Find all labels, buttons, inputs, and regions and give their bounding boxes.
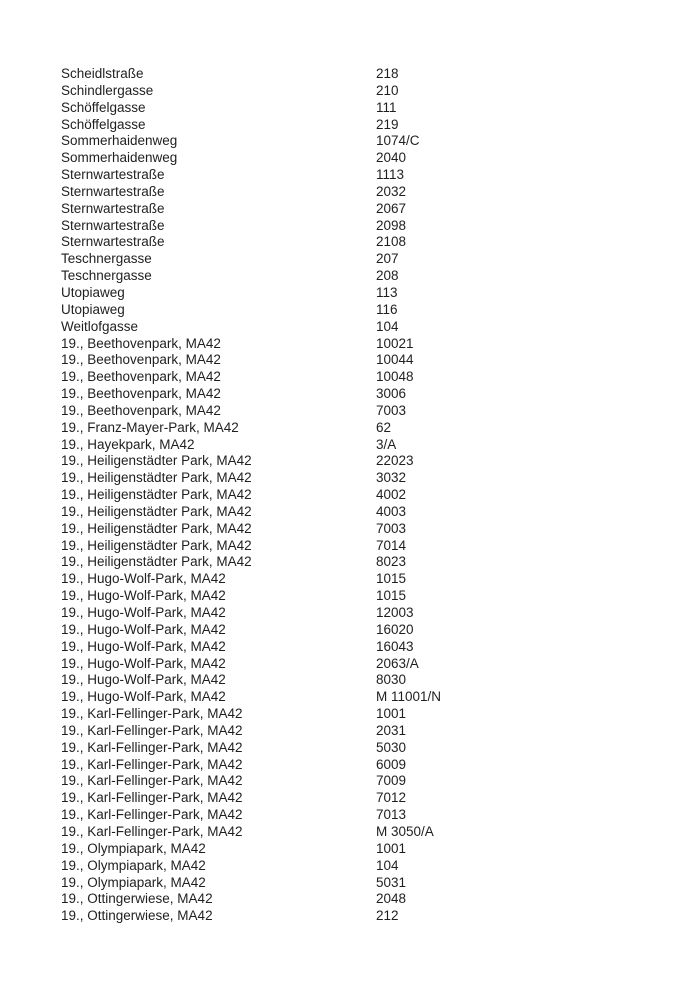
table-row (61, 336, 441, 353)
number-cell: 218 (376, 66, 399, 81)
location-name-cell: 19., Heiligenstädter Park, MA42 (61, 487, 252, 503)
table-row (61, 824, 441, 841)
table-row (61, 403, 441, 420)
location-name-cell: Sommerhaidenweg (61, 150, 178, 166)
number-cell: 5031 (376, 874, 407, 890)
table-row (61, 554, 441, 571)
location-name-cell: Weitlofgasse (61, 318, 139, 334)
number-cell: 3/A (376, 436, 397, 452)
number-cell: 7009 (376, 773, 407, 789)
number-cell: 2032 (376, 183, 407, 199)
number-cell: 104 (376, 318, 399, 334)
location-name-cell: 19., Heiligenstädter Park, MA42 (61, 554, 252, 570)
table-row (61, 201, 441, 218)
location-number-list (61, 66, 441, 925)
location-name-cell: 19., Hugo-Wolf-Park, MA42 (61, 605, 226, 620)
location-name-cell: 19., Hugo-Wolf-Park, MA42 (61, 655, 226, 671)
location-name-cell: Schöffelgasse (61, 99, 146, 115)
table-row (61, 891, 441, 908)
table-row (61, 386, 441, 403)
location-name-cell: Schöffelgasse (61, 116, 146, 132)
number-cell: 2048 (376, 891, 407, 907)
number-cell: 207 (376, 251, 399, 267)
table-row (61, 875, 441, 892)
table-row (61, 723, 441, 740)
location-name-cell: 19., Franz-Mayer-Park, MA42 (61, 419, 239, 435)
number-cell: 1001 (376, 706, 407, 722)
table-row (61, 858, 441, 875)
number-cell: 2063/A (376, 655, 419, 671)
table-row (61, 352, 441, 369)
number-cell: 4003 (376, 503, 407, 519)
table-row (61, 470, 441, 487)
number-cell: 62 (376, 419, 392, 435)
location-name-cell: 19., Hayekpark, MA42 (61, 436, 195, 452)
number-cell: 2067 (376, 200, 407, 216)
number-cell: 16020 (376, 621, 414, 637)
table-row (61, 841, 441, 858)
table-row (61, 639, 441, 656)
location-name-cell: 19., Karl-Fellinger-Park, MA42 (61, 756, 243, 772)
number-cell: 7003 (376, 520, 407, 536)
location-name-cell: Scheidlstraße (61, 66, 144, 81)
table-row (61, 790, 441, 807)
table-row (61, 672, 441, 689)
number-cell: 1001 (376, 840, 407, 856)
table-row (61, 420, 441, 437)
table-row (61, 218, 441, 235)
number-cell: 7013 (376, 807, 407, 823)
table-row (61, 369, 441, 386)
number-cell: 10021 (376, 335, 414, 351)
number-cell: 2040 (376, 150, 407, 166)
table-row (61, 251, 441, 268)
number-cell: 8030 (376, 672, 407, 688)
table-row (61, 521, 441, 538)
location-name-cell: Sternwartestraße (61, 167, 165, 183)
location-name-cell: Teschnergasse (61, 268, 152, 284)
location-name-cell: 19., Hugo-Wolf-Park, MA42 (61, 621, 226, 637)
location-name-cell: 19., Karl-Fellinger-Park, MA42 (61, 790, 243, 806)
number-cell: 10044 (376, 352, 414, 368)
location-name-cell: Sternwartestraße (61, 200, 165, 216)
table-row (61, 302, 441, 319)
table-row (61, 757, 441, 774)
location-name-cell: 19., Ottingerwiese, MA42 (61, 891, 213, 907)
table-row (61, 908, 441, 925)
number-cell: 113 (376, 284, 398, 300)
table-row (61, 319, 441, 336)
location-name-cell: 19., Beethovenpark, MA42 (61, 369, 221, 385)
location-name-cell: Sternwartestraße (61, 217, 165, 233)
number-cell: 210 (376, 82, 399, 98)
location-name-cell: 19., Olympiapark, MA42 (61, 857, 206, 873)
table-row (61, 588, 441, 605)
location-name-cell: 19., Beethovenpark, MA42 (61, 352, 221, 368)
number-cell: 116 (376, 301, 398, 317)
number-cell: 22023 (376, 453, 414, 469)
location-name-cell: 19., Hugo-Wolf-Park, MA42 (61, 672, 226, 688)
table-row (61, 437, 441, 454)
location-name-cell: Teschnergasse (61, 251, 152, 267)
number-cell: 7003 (376, 402, 407, 418)
location-name-cell: 19., Karl-Fellinger-Park, MA42 (61, 773, 243, 789)
number-cell: M 3050/A (376, 823, 434, 839)
location-name-cell: 19., Heiligenstädter Park, MA42 (61, 503, 252, 519)
number-cell: 1113 (376, 167, 405, 183)
location-name-cell: 19., Hugo-Wolf-Park, MA42 (61, 638, 226, 654)
number-cell: 6009 (376, 756, 407, 772)
table-row (61, 605, 441, 622)
number-cell: 7012 (376, 790, 407, 806)
number-cell: 3032 (376, 470, 407, 486)
table-row (61, 656, 441, 673)
location-name-cell: 19., Beethovenpark, MA42 (61, 402, 221, 418)
table-row (61, 234, 441, 251)
location-name-cell: 19., Karl-Fellinger-Park, MA42 (61, 706, 243, 722)
number-cell: 1015 (376, 571, 407, 587)
table-row (61, 706, 441, 723)
number-cell: 1074/C (376, 133, 420, 149)
location-name-cell: 19., Hugo-Wolf-Park, MA42 (61, 588, 226, 604)
location-name-cell: 19., Heiligenstädter Park, MA42 (61, 520, 252, 536)
table-row (61, 83, 441, 100)
table-row (61, 571, 441, 588)
location-name-cell: Utopiaweg (61, 301, 125, 317)
table-row (61, 268, 441, 285)
location-name-cell: 19., Beethovenpark, MA42 (61, 335, 221, 351)
number-cell: 208 (376, 268, 399, 284)
table-row (61, 538, 441, 555)
table-row (61, 487, 441, 504)
number-cell: 3006 (376, 386, 407, 402)
location-name-cell: 19., Heiligenstädter Park, MA42 (61, 470, 252, 486)
number-cell: 4002 (376, 487, 407, 503)
number-cell: 111 (376, 99, 397, 115)
table-row (61, 66, 441, 83)
location-name-cell: Utopiaweg (61, 284, 125, 300)
table-row (61, 184, 441, 201)
table-row (61, 689, 441, 706)
location-name-cell: 19., Karl-Fellinger-Park, MA42 (61, 823, 243, 839)
location-name-cell: Schindlergasse (61, 82, 154, 98)
table-row (61, 622, 441, 639)
number-cell: 2108 (376, 234, 407, 250)
number-cell: 219 (376, 116, 399, 132)
table-row (61, 117, 441, 134)
number-cell: 212 (376, 908, 399, 924)
table-row (61, 807, 441, 824)
location-name-cell: 19., Olympiapark, MA42 (61, 874, 206, 890)
number-cell: 2098 (376, 217, 407, 233)
location-name-cell: 19., Beethovenpark, MA42 (61, 386, 221, 402)
location-name-cell: 19., Heiligenstädter Park, MA42 (61, 453, 252, 469)
table-row (61, 504, 441, 521)
location-name-cell: 19., Ottingerwiese, MA42 (61, 908, 213, 924)
location-name-cell: Sommerhaidenweg (61, 133, 178, 149)
table-row (61, 133, 441, 150)
table-row (61, 285, 441, 302)
number-cell: M 11001/N (376, 689, 442, 705)
number-cell: 12003 (376, 605, 414, 620)
location-name-cell: 19., Karl-Fellinger-Park, MA42 (61, 807, 243, 823)
number-cell: 104 (376, 857, 399, 873)
location-name-cell: 19., Heiligenstädter Park, MA42 (61, 537, 252, 553)
number-cell: 8023 (376, 554, 407, 570)
location-name-cell: 19., Olympiapark, MA42 (61, 840, 206, 856)
number-cell: 7014 (376, 537, 407, 553)
location-name-cell: 19., Hugo-Wolf-Park, MA42 (61, 689, 226, 705)
table-row (61, 740, 441, 757)
number-cell: 2031 (376, 722, 407, 738)
location-name-cell: 19., Karl-Fellinger-Park, MA42 (61, 722, 243, 738)
number-cell: 10048 (376, 369, 414, 385)
table-row (61, 453, 441, 470)
table-row (61, 773, 441, 790)
number-cell: 5030 (376, 739, 407, 755)
number-cell: 16043 (376, 638, 414, 654)
table-row (61, 167, 441, 184)
table-row (61, 150, 441, 167)
location-name-cell: Sternwartestraße (61, 183, 165, 199)
location-name-cell: 19., Karl-Fellinger-Park, MA42 (61, 739, 243, 755)
location-name-cell: 19., Hugo-Wolf-Park, MA42 (61, 571, 226, 587)
table-row (61, 100, 441, 117)
location-name-cell: Sternwartestraße (61, 234, 165, 250)
number-cell: 1015 (376, 588, 407, 604)
